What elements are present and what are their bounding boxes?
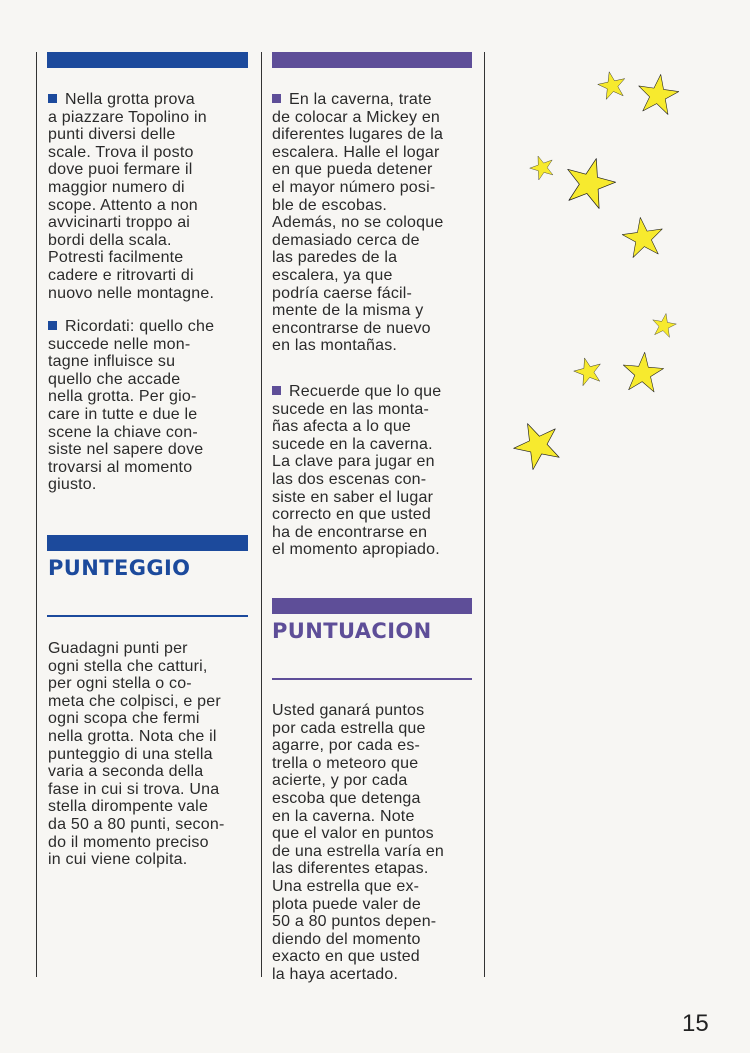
column-divider-left — [36, 52, 37, 977]
italian-paragraph-3: Guadagni punti per ogni stella che catturi, per ogni stella o co- meta che colpisci, e per ogni scopa che fermi nella grotta. Nota che il punteggio di una stella varia a seconda della fase in cui si trova. Una stella dirompente vale da 50 a 80 punti, secon- do il momento preciso in cui viene colpita. — [48, 640, 225, 869]
page-number: 15 — [682, 1010, 709, 1037]
star-icon — [650, 312, 678, 338]
italian-heading-rule — [47, 615, 248, 617]
star-icon — [596, 70, 628, 100]
star-icon — [563, 155, 617, 209]
star-icon — [512, 414, 562, 474]
italian-paragraph-2: Ricordati: quello che succede nelle mon- tagne influisce su quello che accade nella grotta. Per gio- care in tutte e due le scene la chiave con- siste nel sapere dove trovarsi al momento giusto. — [48, 318, 215, 494]
section-heading-puntuacion: PUNTUACION — [272, 619, 432, 643]
column-divider-middle — [261, 52, 262, 977]
bullet-icon — [48, 94, 57, 103]
spanish-paragraph-2: Recuerde que lo que sucede en las monta- ñas afecta a lo que sucede en la caverna. La clave para jugar en las dos escenas con- siste en saber el lugar correcto en que usted ha de encontrarse en el momento apropiado. — [272, 383, 442, 559]
section-heading-punteggio: PUNTEGGIO — [48, 556, 191, 580]
star-icon — [528, 154, 556, 180]
star-icon — [620, 215, 666, 259]
bullet-icon — [272, 94, 281, 103]
italian-heading-bar — [47, 535, 248, 551]
spanish-top-bar — [272, 52, 472, 68]
spanish-heading-rule — [272, 678, 472, 680]
bullet-icon — [272, 386, 281, 395]
italian-top-bar — [47, 52, 248, 68]
spanish-paragraph-1: En la caverna, trate de colocar a Mickey en diferentes lugares de la escalera. Halle el logar en que pueda detener el mayor número posi- ble de escobas. Además, no se coloque demasiado cerca de las paredes de la escalera, ya que podría caerse fácil- mente de la misma y encontrarse de nuevo en las montañas. — [272, 91, 444, 355]
italian-paragraph-1: Nella grotta prova a piazzare Topolino in punti diversi delle scale. Trova il posto dove puoi fermare il maggior numero di scope. Attento a non avvicinarti troppo ai bordi della scala. Potresti facilmente cadere e ritrovarti di nuovo nelle montagne. — [48, 91, 215, 302]
spanish-heading-bar — [272, 598, 472, 614]
star-icon — [573, 356, 603, 386]
spanish-paragraph-3: Usted ganará puntos por cada estrella que agarre, por cada es- trella o meteoro que acierte, y por cada escoba que detenga en la caverna. Note que el valor en puntos de una estrella varía en las diferentes etapas. Una estrella que ex- plota puede valer de 50 a 80 puntos depen- diendo del momento exacto en que usted la haya acertado. — [272, 702, 445, 983]
bullet-icon — [48, 321, 57, 330]
column-divider-right — [484, 52, 485, 977]
star-icon — [620, 350, 666, 394]
star-icon — [634, 72, 682, 116]
